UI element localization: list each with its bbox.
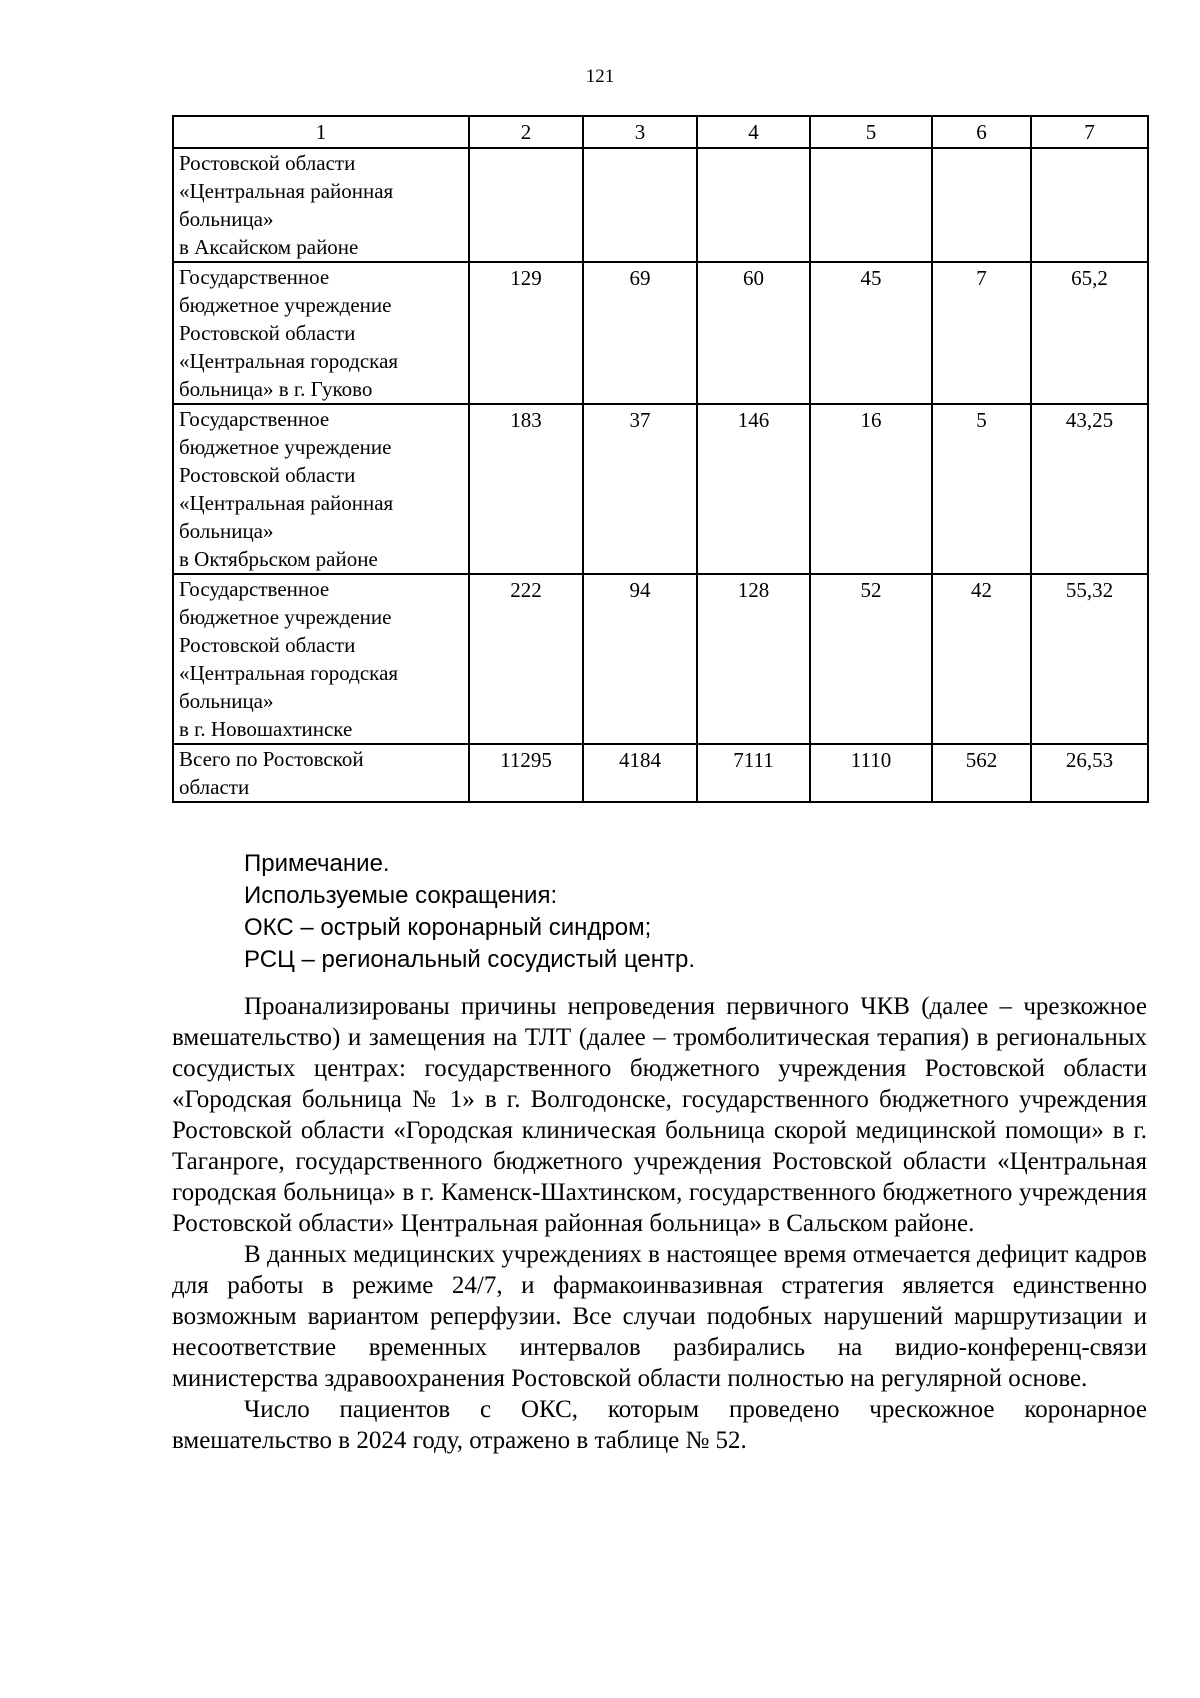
institution-name-line: «Центральная районная — [179, 491, 394, 515]
paragraph: В данных медицинских учреждениях в настоящее время отмечается дефицит кадров для работы в режиме 24/7, и фармакоинвазивная стратегия является единственно возможным вариантом реперфузии. Все случаи подобных нарушений маршрутизации и несоответствие временных интервалов разбирались на видио-конференц-связи министерства здравоохранения Ростовской области полностью на регулярной основе. — [172, 1241, 1147, 1392]
value-cell: 69 — [583, 262, 697, 404]
header-cell: 1 — [173, 116, 469, 148]
institution-cell — [173, 574, 469, 744]
institution-name-line: области — [179, 775, 250, 799]
institution-name-line: Ростовской области — [179, 321, 356, 345]
header-cell: 5 — [810, 116, 932, 148]
institution-name-line: больница» в г. Гуково — [179, 377, 373, 401]
header-cell: 6 — [932, 116, 1031, 148]
value-cell: 7 — [932, 262, 1031, 404]
table-row — [173, 262, 1148, 404]
institution-cell — [173, 404, 469, 574]
value-cell — [469, 148, 583, 262]
institution-name-line: Государственное — [179, 577, 330, 601]
institution-name-line: больница» — [179, 689, 274, 713]
institution-name-line: Государственное — [179, 265, 330, 289]
value-cell: 43,25 — [1031, 404, 1148, 574]
value-cell — [810, 148, 932, 262]
table-row — [173, 404, 1148, 574]
institution-cell — [173, 744, 469, 802]
value-cell: 42 — [932, 574, 1031, 744]
paragraph: Число пациентов с ОКС, которым проведено чрескожное коронарное вмешательство в 2024 году, отражено в таблице № 52. — [172, 1396, 1147, 1454]
value-cell: 94 — [583, 574, 697, 744]
abbreviations-note — [244, 848, 1124, 976]
header-cell: 3 — [583, 116, 697, 148]
institution-name-line: Ростовской области — [179, 151, 356, 175]
note-abbrev-oks: ОКС – острый коронарный синдром; — [244, 914, 652, 941]
institution-name-line: бюджетное учреждение — [179, 293, 392, 317]
institution-name-line: Ростовской области — [179, 463, 356, 487]
data-table — [172, 115, 1149, 803]
value-cell: 16 — [810, 404, 932, 574]
header-cell: 7 — [1031, 116, 1148, 148]
note-abbrev-intro: Используемые сокращения: — [244, 882, 558, 909]
value-cell: 129 — [469, 262, 583, 404]
institution-name-line: в Аксайском районе — [179, 235, 359, 259]
value-cell: 26,53 — [1031, 744, 1148, 802]
value-cell: 52 — [810, 574, 932, 744]
value-cell: 1110 — [810, 744, 932, 802]
institution-name-line: Государственное — [179, 407, 330, 431]
value-cell — [932, 148, 1031, 262]
institution-name-line: «Центральная районная — [179, 179, 394, 203]
value-cell: 37 — [583, 404, 697, 574]
body-text — [172, 991, 1147, 1456]
table-row — [173, 574, 1148, 744]
value-cell: 562 — [932, 744, 1031, 802]
paragraph: Проанализированы причины непроведения первичного ЧКВ (далее – чрезкожное вмешательство) и замещения на ТЛТ (далее – тромболитическая терапия) в региональных сосудистых центрах: государственного бюджетного учреждения Ростовской области «Городская больница № 1» в г. Волгодонске, государственного бюджетного учреждения Ростовской области «Городская клиническая больница скорой медицинской помощи» в г. Таганроге, государственного бюджетного учреждения Ростовской области «Центральная городская больница» в г. Каменск-Шахтинском, государственного бюджетного учреждения Ростовской области» Центральная районная больница» в Сальском районе. — [172, 993, 1147, 1237]
note-title: Примечание. — [244, 850, 390, 877]
institution-name-line: Ростовской области — [179, 633, 356, 657]
table-header-row — [173, 116, 1148, 148]
value-cell: 55,32 — [1031, 574, 1148, 744]
value-cell — [1031, 148, 1148, 262]
page-number: 121 — [585, 66, 615, 87]
institution-cell — [173, 148, 469, 262]
value-cell: 45 — [810, 262, 932, 404]
value-cell: 7111 — [697, 744, 810, 802]
value-cell: 183 — [469, 404, 583, 574]
institution-name-line: в Октябрьском районе — [179, 547, 378, 571]
table-row — [173, 744, 1148, 802]
value-cell: 5 — [932, 404, 1031, 574]
institution-name-line: больница» — [179, 207, 274, 231]
header-cell: 2 — [469, 116, 583, 148]
table-row — [173, 148, 1148, 262]
value-cell: 222 — [469, 574, 583, 744]
institution-name-line: в г. Новошахтинске — [179, 717, 353, 741]
value-cell: 4184 — [583, 744, 697, 802]
institution-name-line: Всего по Ростовской — [179, 747, 364, 771]
institution-name-line: бюджетное учреждение — [179, 605, 392, 629]
institution-name-line: больница» — [179, 519, 274, 543]
value-cell: 146 — [697, 404, 810, 574]
header-cell: 4 — [697, 116, 810, 148]
value-cell — [583, 148, 697, 262]
note-abbrev-rsc: РСЦ – региональный сосудистый центр. — [244, 946, 696, 973]
value-cell: 128 — [697, 574, 810, 744]
institution-cell — [173, 262, 469, 404]
value-cell — [697, 148, 810, 262]
institution-name-line: «Центральная городская — [179, 349, 399, 373]
value-cell: 65,2 — [1031, 262, 1148, 404]
value-cell: 60 — [697, 262, 810, 404]
institution-name-line: «Центральная городская — [179, 661, 399, 685]
value-cell: 11295 — [469, 744, 583, 802]
institution-name-line: бюджетное учреждение — [179, 435, 392, 459]
